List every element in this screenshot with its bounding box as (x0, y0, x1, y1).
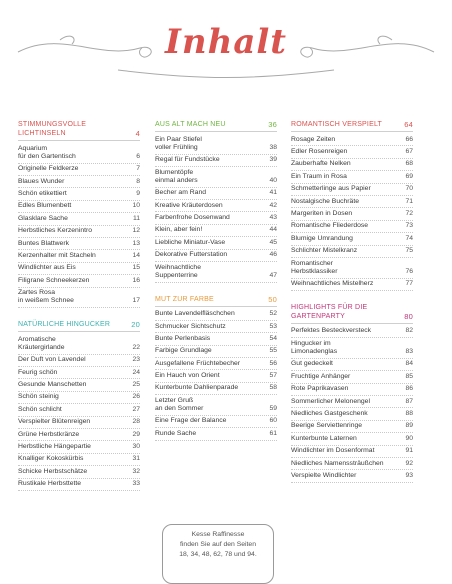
section-heading-title: AUS ALT MACH NEU (155, 121, 226, 128)
toc-entry-title: Rosage Zeiten (291, 135, 336, 143)
toc-entry[interactable] (155, 262, 277, 283)
toc-entry-title: Grüne Herbstkränze (18, 430, 80, 438)
toc-entry[interactable] (291, 208, 413, 220)
toc-entry[interactable] (291, 446, 413, 458)
tip-box (162, 524, 274, 584)
toc-entry-title: Farbige Grundlage (155, 347, 212, 355)
toc-entry-title: Ausgefallene Früchtebecher (155, 359, 241, 367)
toc-entry-page: 23 (132, 356, 140, 364)
toc-entry[interactable] (18, 143, 140, 164)
toc-entry[interactable] (155, 370, 277, 382)
toc-entry-page: 15 (132, 264, 140, 272)
section-heading-page: 80 (404, 311, 413, 321)
toc-entry-title: Niedliches Gastgeschenk (291, 410, 368, 418)
toc-entry[interactable] (155, 134, 277, 155)
toc-entry-page: 9 (136, 189, 140, 197)
toc-entry-title: Blumentöpfe einmal anders (155, 168, 198, 184)
toc-entry[interactable] (291, 196, 413, 208)
toc-entry-title: Windlichter aus Eis (18, 264, 76, 272)
toc-entry-title: Eine Frage der Balance (155, 417, 227, 425)
toc-entry[interactable] (155, 237, 277, 249)
toc-entry-title: Feurig schön (18, 368, 58, 376)
toc-entry-title: Knalliger Kokoskürbis (18, 455, 84, 463)
toc-entry[interactable] (291, 159, 413, 171)
toc-entry-title: Glasklare Sache (18, 214, 68, 222)
toc-entry-page: 40 (269, 176, 277, 184)
toc-entry[interactable] (291, 338, 413, 359)
toc-entry[interactable] (155, 212, 277, 224)
toc-entry[interactable] (291, 458, 413, 470)
toc-entry[interactable] (155, 416, 277, 428)
toc-entry-page: 16 (132, 276, 140, 284)
toc-entry-page: 6 (136, 152, 140, 160)
toc-entry[interactable] (18, 164, 140, 176)
toc-entry-page: 93 (405, 471, 413, 479)
section-heading-page: 36 (268, 120, 277, 129)
toc-entry[interactable] (18, 466, 140, 478)
toc-entry[interactable] (18, 238, 140, 250)
toc-entry-page: 7 (136, 165, 140, 173)
toc-entry[interactable] (155, 428, 277, 440)
toc-entry-page: 91 (405, 447, 413, 455)
toc-entry-title: Der Duft von Lavendel (18, 356, 86, 364)
toc-entry-page: 75 (405, 247, 413, 255)
toc-entry-title: Beerige Serviettenringe (291, 422, 363, 430)
page-title: Inhalt (165, 22, 287, 62)
toc-entry-page: 17 (132, 297, 140, 305)
toc-entry-page: 26 (132, 393, 140, 401)
page-header (0, 0, 452, 100)
toc-entry-title: Margeriten in Dosen (291, 209, 353, 217)
toc-entry-page: 8 (136, 177, 140, 185)
section-gap (18, 308, 140, 318)
section-heading-title: HIGHLIGHTS FÜR DIE GARTENPARTY (291, 303, 368, 320)
section-heading[interactable] (18, 118, 140, 141)
toc-entry-title: Herbstliche Hängepartie (18, 443, 91, 451)
toc-entry-title: Schön schlicht (18, 405, 62, 413)
toc-entry-title: Runde Sache (155, 429, 197, 437)
toc-entry[interactable] (18, 379, 140, 391)
toc-entry-page: 83 (405, 348, 413, 356)
toc-entry-title: Letzter Gruß an den Sommer (155, 396, 204, 413)
section-heading-page: 4 (135, 129, 140, 138)
toc-entry[interactable] (291, 246, 413, 258)
toc-entry-page: 57 (269, 372, 277, 380)
toc-entry[interactable] (18, 176, 140, 188)
toc-entry-title: Verspielter Blütenreigen (18, 418, 91, 426)
toc-entry-title: Schmetterlinge aus Papier (291, 185, 371, 193)
toc-entry[interactable] (291, 326, 413, 338)
toc-entry[interactable] (18, 275, 140, 287)
toc-entry[interactable] (18, 250, 140, 262)
toc-entry-title: Aquarium für den Gartentisch (18, 144, 76, 160)
toc-entry[interactable] (155, 346, 277, 358)
toc-entry[interactable] (155, 200, 277, 212)
section-heading-title: ROMANTISCH VERSPIELT (291, 121, 382, 128)
toc-entry[interactable] (18, 288, 140, 309)
toc-entry-page: 28 (132, 418, 140, 426)
toc-entry[interactable] (291, 421, 413, 433)
toc-entry[interactable] (291, 433, 413, 445)
tip-line-1: Kesse Raffinesse (191, 531, 245, 538)
toc-entry[interactable] (155, 225, 277, 237)
toc-entry-page: 14 (132, 251, 140, 259)
toc-entry-page: 68 (405, 160, 413, 168)
toc-entry-page: 12 (132, 227, 140, 235)
toc-entry-page: 84 (405, 360, 413, 368)
toc-entry[interactable] (291, 233, 413, 245)
toc-entry[interactable] (18, 355, 140, 367)
toc-entry[interactable] (18, 213, 140, 225)
toc-entry[interactable] (155, 188, 277, 200)
toc-entry-title: Zartes Rosa in weißem Schnee (18, 289, 74, 305)
toc-entry[interactable] (155, 155, 277, 167)
toc-entry-page: 27 (132, 405, 140, 413)
toc-entry-title: Windlichter im Dosenformat (291, 447, 375, 455)
toc-entry[interactable] (18, 334, 140, 355)
toc-entry-title: Perfektes Besteckversteck (291, 327, 372, 335)
toc-entry-page: 56 (269, 359, 277, 367)
toc-entry-page: 60 (269, 417, 277, 425)
toc-entry-title: Sommerlicher Melonengel (291, 397, 370, 405)
toc-entry-title: Schön etikettiert (18, 189, 67, 197)
toc-entry[interactable] (291, 396, 413, 408)
toc-entry[interactable] (18, 226, 140, 238)
toc-entry-page: 71 (405, 197, 413, 205)
toc-entry[interactable] (155, 250, 277, 262)
toc-entry-title: Blaues Wunder (18, 177, 65, 185)
toc-entry-page: 74 (405, 234, 413, 242)
toc-entry-title: Aromatische Kräutergirlande (18, 335, 65, 351)
toc-entry-title: Liebliche Miniatur-Vase (155, 238, 226, 246)
section-heading[interactable] (291, 118, 413, 132)
toc-entry-title: Originelle Feldkerze (18, 165, 79, 173)
toc-entry-title: Rustikale Herbsttette (18, 480, 82, 488)
toc-entry-page: 66 (405, 135, 413, 143)
toc-entry-title: Edler Rosenreigen (291, 147, 348, 155)
toc-entry-title: Rote Paprikavasen (291, 385, 349, 393)
toc-entry[interactable] (18, 429, 140, 441)
toc-entry-title: Herbstliches Kerzenintro (18, 227, 93, 235)
section-heading[interactable] (18, 318, 140, 332)
section-heading-page: 50 (268, 294, 277, 304)
toc-entry-title: Schlichter Mistelkranz (291, 247, 358, 255)
toc-entry[interactable] (291, 470, 413, 482)
toc-entry-page: 59 (269, 405, 277, 413)
toc-entry-page: 53 (269, 322, 277, 330)
toc-entry[interactable] (291, 184, 413, 196)
toc-entry[interactable] (18, 367, 140, 379)
toc-entry[interactable] (155, 321, 277, 333)
toc-entry-page: 10 (132, 202, 140, 210)
toc-entry-title: Regal für Fundstücke (155, 156, 220, 164)
toc-entry-page: 32 (132, 467, 140, 475)
section-heading[interactable] (155, 118, 277, 132)
section-heading-title: STIMMUNGSVOLLE LICHTINSELN (18, 121, 87, 137)
toc-entry-page: 52 (269, 310, 277, 318)
toc-entry-page: 76 (405, 267, 413, 275)
toc-entry-title: Romantischer Herbstklassiker (291, 259, 338, 275)
toc-entry-page: 22 (132, 343, 140, 351)
toc-entry-title: Verspielte Windlichter (291, 471, 357, 479)
toc-entry-page: 31 (132, 455, 140, 463)
toc-entry-page: 45 (269, 238, 277, 246)
toc-entry-page: 24 (132, 368, 140, 376)
toc-entry[interactable] (155, 167, 277, 188)
toc-entry[interactable] (155, 309, 277, 321)
toc-entry-page: 82 (405, 327, 413, 335)
section-heading[interactable] (155, 293, 277, 307)
toc-entry-page: 55 (269, 347, 277, 355)
toc-entry-page: 92 (405, 459, 413, 467)
toc-entry-title: Schicke Herbstschätze (18, 467, 88, 475)
toc-entry[interactable] (18, 454, 140, 466)
section-gap (155, 283, 277, 293)
toc-entry-title: Blumige Umrandung (291, 234, 353, 242)
section-heading-page: 64 (404, 120, 413, 129)
toc-entry-page: 69 (405, 172, 413, 180)
toc-entry-page: 87 (405, 397, 413, 405)
toc-entry[interactable] (18, 417, 140, 429)
toc-entry-page: 41 (269, 189, 277, 197)
toc-entry-title: Bunte Perlenbasis (155, 334, 211, 342)
toc-entry-title: Zauberhafte Nelken (291, 160, 351, 168)
toc-entry-page: 88 (405, 410, 413, 418)
toc-entry-page: 73 (405, 222, 413, 230)
section-gap (291, 291, 413, 301)
section-heading[interactable] (291, 301, 413, 324)
toc-entry[interactable] (18, 441, 140, 453)
toc-entry-title: Kreative Kräuterdosen (155, 201, 223, 209)
toc-entry-page: 11 (132, 214, 140, 222)
toc-entry[interactable] (18, 188, 140, 200)
toc-entry[interactable] (291, 384, 413, 396)
toc-entry-page: 39 (269, 156, 277, 164)
toc-entry-title: Ein Traum in Rosa (291, 172, 347, 180)
toc-entry[interactable] (155, 358, 277, 370)
toc-entry[interactable] (18, 404, 140, 416)
toc-entry[interactable] (18, 201, 140, 213)
toc-entry-page: 46 (269, 251, 277, 259)
toc-entry[interactable] (291, 359, 413, 371)
toc-entry-page: 43 (269, 213, 277, 221)
toc-entry-page: 30 (132, 443, 140, 451)
toc-entry-title: Dekorative Futterstation (155, 251, 228, 259)
toc-entry-title: Hingucker im Limonadenglas (291, 339, 338, 356)
section-heading-title: MUT ZUR FARBE (155, 295, 214, 303)
toc-entry[interactable] (291, 258, 413, 279)
toc-entry[interactable] (155, 395, 277, 416)
tip-line-2: finden Sie auf den Seiten (180, 541, 256, 548)
toc-entry-page: 13 (132, 239, 140, 247)
toc-entry-title: Buntes Blattwerk (18, 239, 69, 247)
toc-entry-page: 54 (269, 334, 277, 342)
toc-entry-page: 58 (269, 384, 277, 392)
toc-entry[interactable] (291, 408, 413, 420)
toc-entry-title: Kunterbunte Dahlienparade (155, 384, 239, 392)
toc-entry-title: Fruchtige Anhänger (291, 372, 351, 380)
toc-entry-title: Weihnachtliches Mistelherz (291, 280, 374, 288)
toc-entry-page: 47 (269, 271, 277, 279)
toc-entry[interactable] (18, 392, 140, 404)
toc-entry-page: 86 (405, 385, 413, 393)
toc-entry-title: Gesunde Manschetten (18, 381, 87, 389)
toc-entry[interactable] (291, 371, 413, 383)
section-heading-title: NATÜRLICHE HINGUCKER (18, 321, 111, 329)
toc-entry[interactable] (291, 146, 413, 158)
toc-entry-page: 89 (405, 422, 413, 430)
toc-entry-page: 25 (132, 381, 140, 389)
toc-entry-title: Ein Hauch von Orient (155, 372, 220, 380)
toc-column-3 (291, 118, 413, 483)
toc-column-2 (155, 118, 277, 441)
toc-entry-title: Weihnachtliche Suppenterrine (155, 263, 201, 279)
toc-entry-page: 29 (132, 430, 140, 438)
toc-entry-title: Farbenfrohe Dosenwand (155, 213, 230, 221)
toc-entry-page: 90 (405, 434, 413, 442)
toc-entry-title: Nostalgische Buchräte (291, 197, 360, 205)
toc-entry-page: 42 (269, 201, 277, 209)
tip-line-3: 18, 34, 48, 62, 78 und 94. (179, 551, 257, 558)
toc-entry[interactable] (18, 479, 140, 491)
toc-entry-page: 77 (405, 280, 413, 288)
toc-entry-title: Filigrane Schneekerzen (18, 276, 90, 284)
toc-entry-title: Edles Blumenbett (18, 202, 72, 210)
toc-entry[interactable] (155, 383, 277, 395)
toc-entry[interactable] (155, 333, 277, 345)
toc-entry-title: Bunte Lavendelfläschchen (155, 310, 235, 318)
toc-entry-title: Niedliches Namenssträußchen (291, 459, 384, 467)
toc-entry-page: 38 (269, 143, 277, 151)
toc-entry-page: 61 (269, 429, 277, 437)
toc-entry-page: 33 (132, 480, 140, 488)
toc-entry-title: Schmucker Sichtschutz (155, 322, 226, 330)
toc-entry-page: 70 (405, 185, 413, 193)
toc-entry-page: 67 (405, 147, 413, 155)
toc-entry[interactable] (18, 263, 140, 275)
toc-entry-page: 72 (405, 209, 413, 217)
toc-entry[interactable] (291, 134, 413, 146)
toc-entry-title: Kerzenhalter mit Stacheln (18, 251, 96, 259)
toc-entry-title: Becher am Rand (155, 189, 207, 197)
toc-column-1 (18, 118, 140, 491)
toc-entry-title: Schön steinig (18, 393, 59, 401)
toc-entry-title: Gut gedeckelt (291, 360, 333, 368)
toc-entry-page: 44 (269, 226, 277, 234)
section-heading-page: 20 (131, 320, 140, 330)
toc-entry[interactable] (291, 221, 413, 233)
toc-entry-title: Romantische Fliederdose (291, 222, 369, 230)
toc-entry[interactable] (291, 171, 413, 183)
toc-entry-page: 85 (405, 372, 413, 380)
toc-entry-title: Ein Paar Stiefel voller Frühling (155, 135, 202, 151)
toc-entry-title: Kunterbunte Laternen (291, 434, 357, 442)
toc-entry-title: Klein, aber fein! (155, 226, 203, 234)
toc-entry[interactable] (291, 279, 413, 291)
